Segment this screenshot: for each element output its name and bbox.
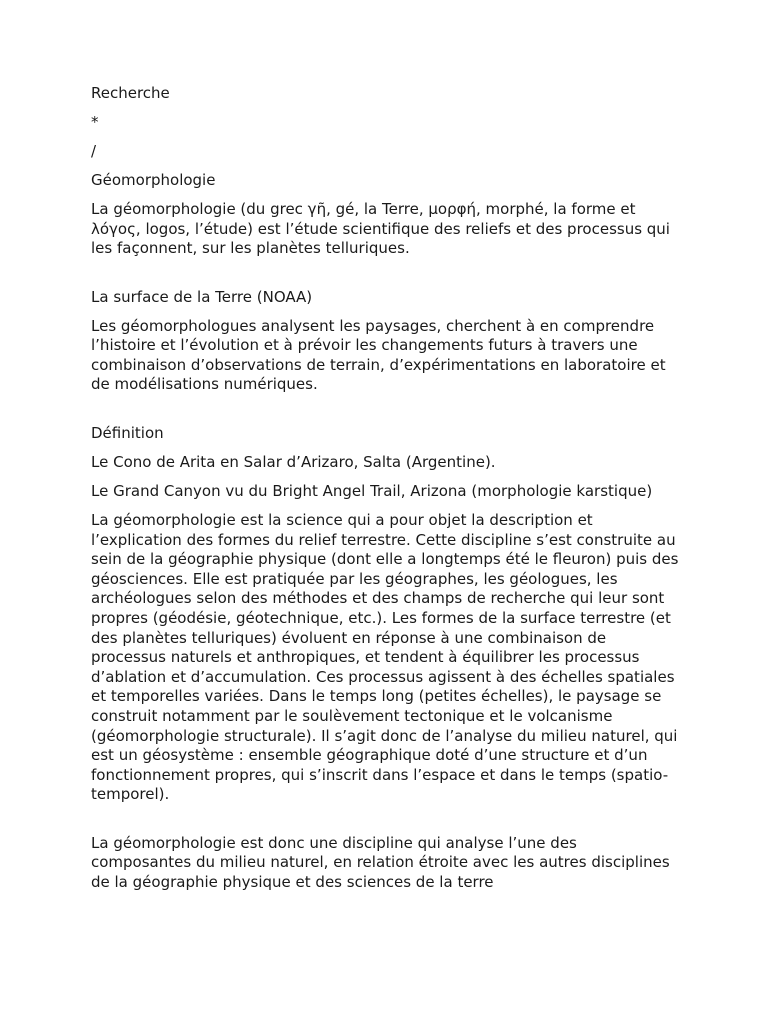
body-paragraph-1: Les géomorphologues analysent les paysages, cherchent à en comprendre l’histoire et l’évolution et à prévoir les changements futurs à travers une combinaison d’observations de terrain, d’expérimentations en laboratoire et de modélisations numériques. bbox=[91, 316, 671, 394]
body-paragraph-2: La géomorphologie est la science qui a pour objet la description et l’explication des formes du relief terrestre. Cette discipline s’est construite au sein de la géographie physique (dont elle a longtemps été le fleuron) puis des géosciences. Elle est pratiquée par les géographes, les géologues, les archéologues selon des méthodes et des champs de recherche qui leur sont propres (géodésie, géotechnique, etc.). Les formes de la surface terrestre (et des planètes telluriques) évoluent en réponse à une combinaison de processus naturels et anthropiques, et tendent à équilibrer les processus d’ablation et d’accumulation. Ces processus agissent à des échelles spatiales et temporelles variées. Dans le temps long (petites échelles), le paysage se construit notamment par le soulèvement tectonique et le volcanisme (géomorphologie structurale). Il s’agit donc de l’analyse du milieu naturel, qui est un géosystème : ensemble géographique doté d’une structure et d’un fonctionnement propres, qui s’inscrit dans l’espace et dans le temps (spatio-temporel). bbox=[91, 511, 684, 804]
spacer bbox=[91, 268, 681, 288]
body-paragraph-3: La géomorphologie est donc une discipline qui analyse l’une des composantes du milieu naturel, en relation étroite avec les autres disciplines de la géographie physique et des sciences de la terre bbox=[91, 833, 675, 892]
intro-paragraph: La géomorphologie (du grec γῆ, gé, la Terre, μορφή, morphé, la forme et λόγος, logos, l’étude) est l’étude scientifique des reliefs et des processus qui les façonnent, sur les planètes telluriques. bbox=[91, 199, 675, 258]
search-header: Recherche bbox=[91, 84, 170, 102]
section-heading-definition: Définition bbox=[91, 424, 164, 443]
image-caption-earth: La surface de la Terre (NOAA) bbox=[91, 287, 313, 306]
image-caption-grand-canyon: Le Grand Canyon vu du Bright Angel Trail, Arizona (morphologie karstique) bbox=[91, 482, 653, 501]
slash-text: / bbox=[91, 141, 97, 160]
document-page bbox=[91, 84, 684, 902]
spacer bbox=[91, 404, 681, 424]
image-caption-cono-de-arita: Le Cono de Arita en Salar d’Arizaro, Salta (Argentine). bbox=[91, 453, 496, 472]
asterisk-text: * bbox=[91, 112, 99, 131]
spacer bbox=[91, 814, 681, 834]
page-title: Géomorphologie bbox=[91, 170, 216, 189]
